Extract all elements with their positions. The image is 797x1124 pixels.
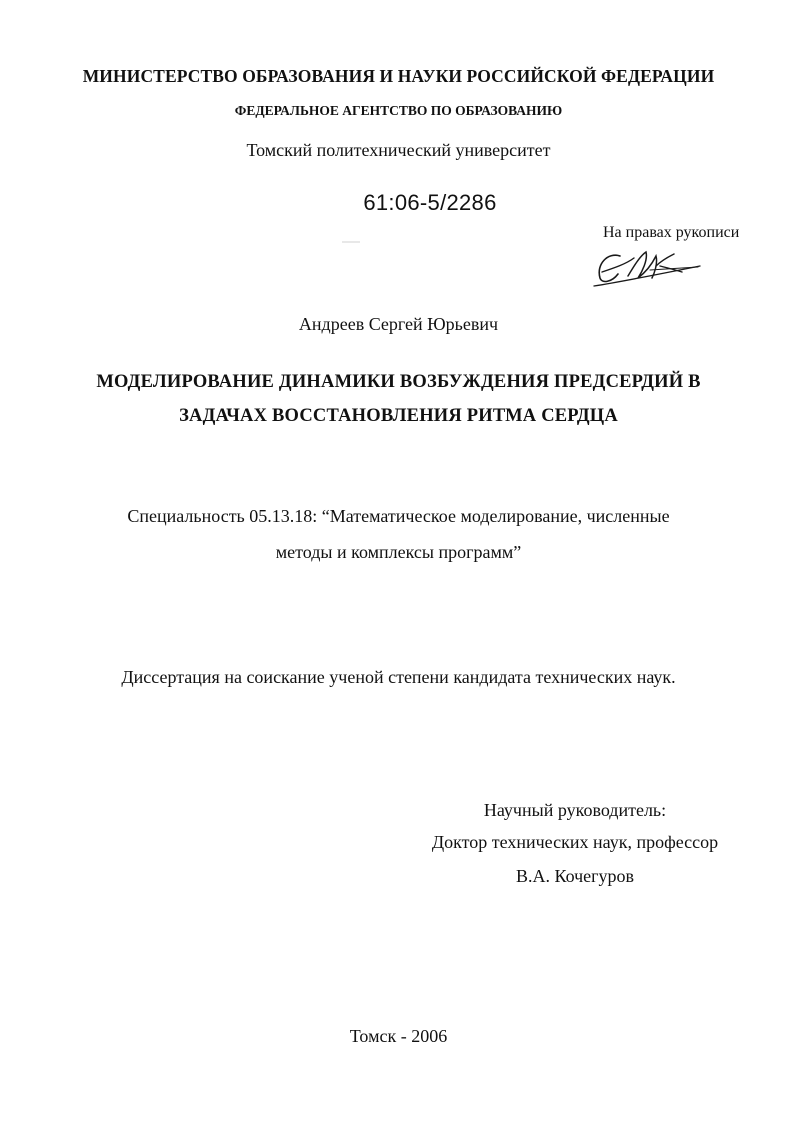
ministry-heading: МИНИСТЕРСТВО ОБРАЗОВАНИЯ И НАУКИ РОССИЙСКОЙ ФЕДЕРАЦИИ bbox=[82, 66, 715, 86]
advisor-label: Научный руководитель: bbox=[483, 800, 667, 820]
specialty-line-2: методы и комплексы программ” bbox=[275, 542, 522, 562]
scan-speck bbox=[342, 241, 360, 243]
manuscript-rights-note: На правах рукописи bbox=[603, 224, 740, 241]
agency-heading: ФЕДЕРАЛЬНОЕ АГЕНТСТВО ПО ОБРАЗОВАНИЮ bbox=[234, 103, 563, 118]
author-name: Андреев Сергей Юрьевич bbox=[298, 314, 499, 334]
degree-statement: Диссертация на соискание ученой степени кандидата технических наук. bbox=[121, 667, 676, 687]
university-name: Томский политехнический университет bbox=[246, 140, 551, 160]
dissertation-title-line-1: МОДЕЛИРОВАНИЕ ДИНАМИКИ ВОЗБУЖДЕНИЯ ПРЕДСЕРДИЙ В bbox=[96, 372, 701, 392]
specialty-line-1: Специальность 05.13.18: “Математическое моделирование, численные bbox=[127, 506, 670, 526]
catalog-number-stamp: 61:06-5/2286 bbox=[363, 190, 497, 215]
advisor-rank: Доктор технических наук, профессор bbox=[431, 832, 719, 852]
city-year: Томск - 2006 bbox=[349, 1026, 448, 1046]
handwritten-signature bbox=[590, 242, 705, 290]
dissertation-title-line-2: ЗАДАЧАХ ВОССТАНОВЛЕНИЯ РИТМА СЕРДЦА bbox=[179, 406, 618, 426]
advisor-name: В.А. Кочегуров bbox=[515, 866, 635, 886]
